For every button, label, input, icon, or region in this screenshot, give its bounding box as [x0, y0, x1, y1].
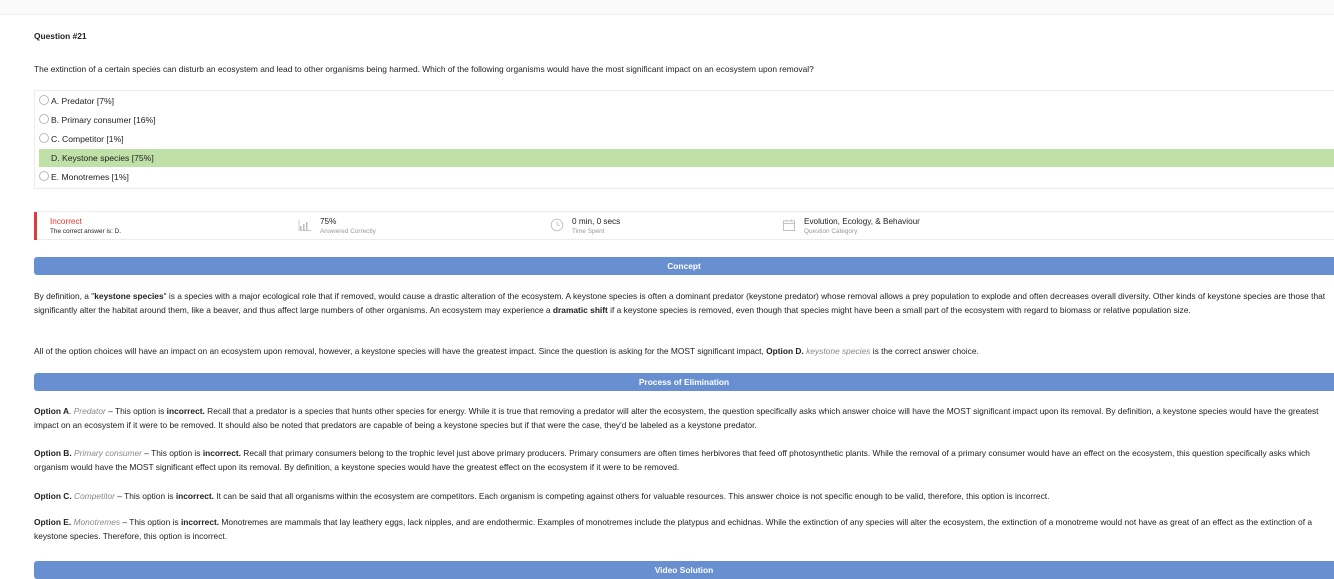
incorrect-indicator	[34, 212, 37, 240]
time-stat	[572, 216, 620, 236]
category-label: Question Category	[804, 228, 858, 235]
radio-icon[interactable]	[39, 171, 49, 181]
percent-stat	[320, 216, 376, 236]
calendar-icon	[782, 218, 796, 232]
result-stat	[50, 216, 121, 236]
option-label: A. Predator [7%]	[51, 96, 115, 106]
elimination-option-b: Option B. Primary consumer – This option is incorrect. Recall that primary consumers belong to the trophic level just above primary producers. Primary consumers are often times herbivores that feed off photosynthetic plants. While the removal of a primary consumer would have an effect on the ecosystem, this question specifically asks which organism would have the MOST significant effect upon its removal. By definition, a keystone species would have the greatest effect on the ecosystem if it were to be removed.	[34, 448, 1310, 472]
option-d[interactable]	[39, 149, 1334, 167]
bar-chart-icon	[298, 218, 312, 232]
option-label: D. Keystone species [75%]	[51, 153, 154, 163]
elimination-option-a: Option A. Predator – This option is incorrect. Recall that a predator is a species that hunts other species for energy. While it is true that removing a predator will alter the ecosystem, the question specifically asks which answer choice will have the MOST significant impact upon its removal. By definition, a keystone species would have the greatest impact on an ecosystem if it were to be removed. It should also be noted that predators are capable of being a keystone species but if that were the case, they'd be labeled as a keystone predator.	[34, 406, 1319, 430]
option-label: E. Monotremes [1%]	[51, 172, 129, 182]
video-solution-header: Video Solution	[34, 561, 1334, 579]
option-e[interactable]	[39, 168, 1334, 186]
stats-bar	[34, 211, 1334, 240]
top-bar	[0, 0, 1334, 15]
answer-options	[34, 90, 1334, 189]
elimination-header: Process of Elimination	[34, 373, 1334, 391]
question-text: The extinction of a certain species can disturb an ecosystem and lead to other organisms being harmed. Which of the following organisms would have the most significant impact on an ecosystem upon removal?	[34, 64, 814, 74]
time-label: Time Spent	[572, 228, 605, 235]
radio-icon[interactable]	[39, 133, 49, 143]
concept-paragraph-1: By definition, a "keystone species" is a species with a major ecological role that if removed, would cause a drastic alteration of the ecosystem. A keystone species is often a dominant predator (keystone predator) whose removal allows a prey population to explode and often decreases overall diversity. Other kinds of keystone species are those that significantly alter the habitat around them, like a beaver, and thus affect large numbers of other organisms. An ecosystem may experience a dramatic shift if a keystone species is removed, even though that species might have been a small part of the ecosystem with regard to biomass or relative population size.	[34, 291, 1326, 315]
category-stat	[804, 216, 920, 236]
elimination-option-e: Option E. Monotremes – This option is incorrect. Monotremes are mammals that lay leathery eggs, lack nipples, and are endothermic. Examples of monotremes include the platypus and echidnas. While the extinction of any species will alter the ecosystem, the extinction of a monotreme would not have as great of an effect as the extinction of a keystone species. Therefore, this option is incorrect.	[34, 517, 1313, 541]
result-value: Incorrect	[50, 217, 82, 226]
concept-paragraph-2: All of the option choices will have an impact on an ecosystem upon removal, however, a keystone species will have the greatest impact. Since the question is asking for the MOST significant impact, Option D. keystone species is the correct answer choice.	[34, 346, 979, 356]
result-note: The correct answer is: D.	[50, 228, 122, 235]
option-b[interactable]	[39, 111, 1334, 129]
option-label: C. Competitor [1%]	[51, 134, 124, 144]
option-label: B. Primary consumer [16%]	[51, 115, 156, 125]
time-value: 0 min, 0 secs	[572, 217, 621, 226]
option-a[interactable]	[39, 92, 1334, 110]
percent-value: 75%	[320, 217, 337, 226]
radio-icon[interactable]	[39, 95, 49, 105]
percent-label: Answered Correctly	[320, 228, 376, 235]
question-title: Question #21	[34, 31, 87, 41]
option-c[interactable]	[39, 130, 1334, 148]
concept-header: Concept	[34, 257, 1334, 275]
radio-icon[interactable]	[39, 114, 49, 124]
clock-icon	[550, 218, 564, 232]
category-value: Evolution, Ecology, & Behaviour	[804, 217, 920, 226]
elimination-option-c: Option C. Competitor – This option is incorrect. It can be said that all organisms within the ecosystem are competitors. Each organism is competing against others for valuable resources. This answer choice is not specific enough to be valid, therefore, this option is incorrect.	[34, 491, 1050, 501]
